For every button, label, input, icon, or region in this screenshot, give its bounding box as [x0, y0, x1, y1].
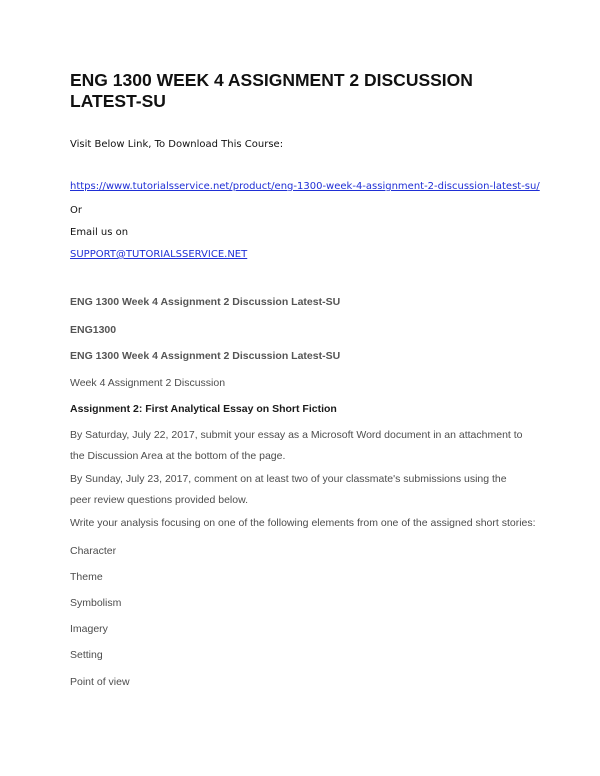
course-code: ENG1300	[70, 324, 117, 336]
element-item: Setting	[70, 649, 103, 661]
element-item: Point of view	[70, 676, 130, 688]
assignment-heading: Assignment 2: First Analytical Essay on Short Fiction	[70, 403, 337, 415]
submit-paragraph: By Saturday, July 22, 2017, submit your essay as a Microsoft Word document in an attachment to the Discussion Area at the bottom of the page.	[70, 429, 523, 462]
course-link[interactable]: https://www.tutorialsservice.net/product/eng-1300-week-4-assignment-2-discussion-latest-su/	[70, 181, 540, 192]
email-label: Email us on	[70, 227, 129, 238]
visit-text: Visit Below Link, To Download This Course:	[70, 139, 284, 150]
week-label: Week 4 Assignment 2 Discussion	[70, 377, 226, 389]
element-item: Character	[70, 545, 117, 557]
comment-paragraph: By Sunday, July 23, 2017, comment on at least two of your classmate's submissions using the peer review questions provided below.	[70, 473, 507, 506]
or-text: Or	[70, 205, 82, 216]
element-item: Imagery	[70, 623, 108, 635]
element-item: Symbolism	[70, 597, 122, 609]
support-email-link[interactable]: SUPPORT@TUTORIALSSERVICE.NET	[70, 249, 248, 260]
document-title: ENG 1300 WEEK 4 ASSIGNMENT 2 DISCUSSION LATEST-SU	[70, 70, 473, 111]
write-paragraph: Write your analysis focusing on one of the following elements from one of the assigned short stories:	[70, 517, 536, 529]
element-item: Theme	[70, 571, 103, 583]
course-heading: ENG 1300 Week 4 Assignment 2 Discussion Latest-SU	[70, 296, 341, 308]
course-heading-2: ENG 1300 Week 4 Assignment 2 Discussion Latest-SU	[70, 350, 341, 362]
